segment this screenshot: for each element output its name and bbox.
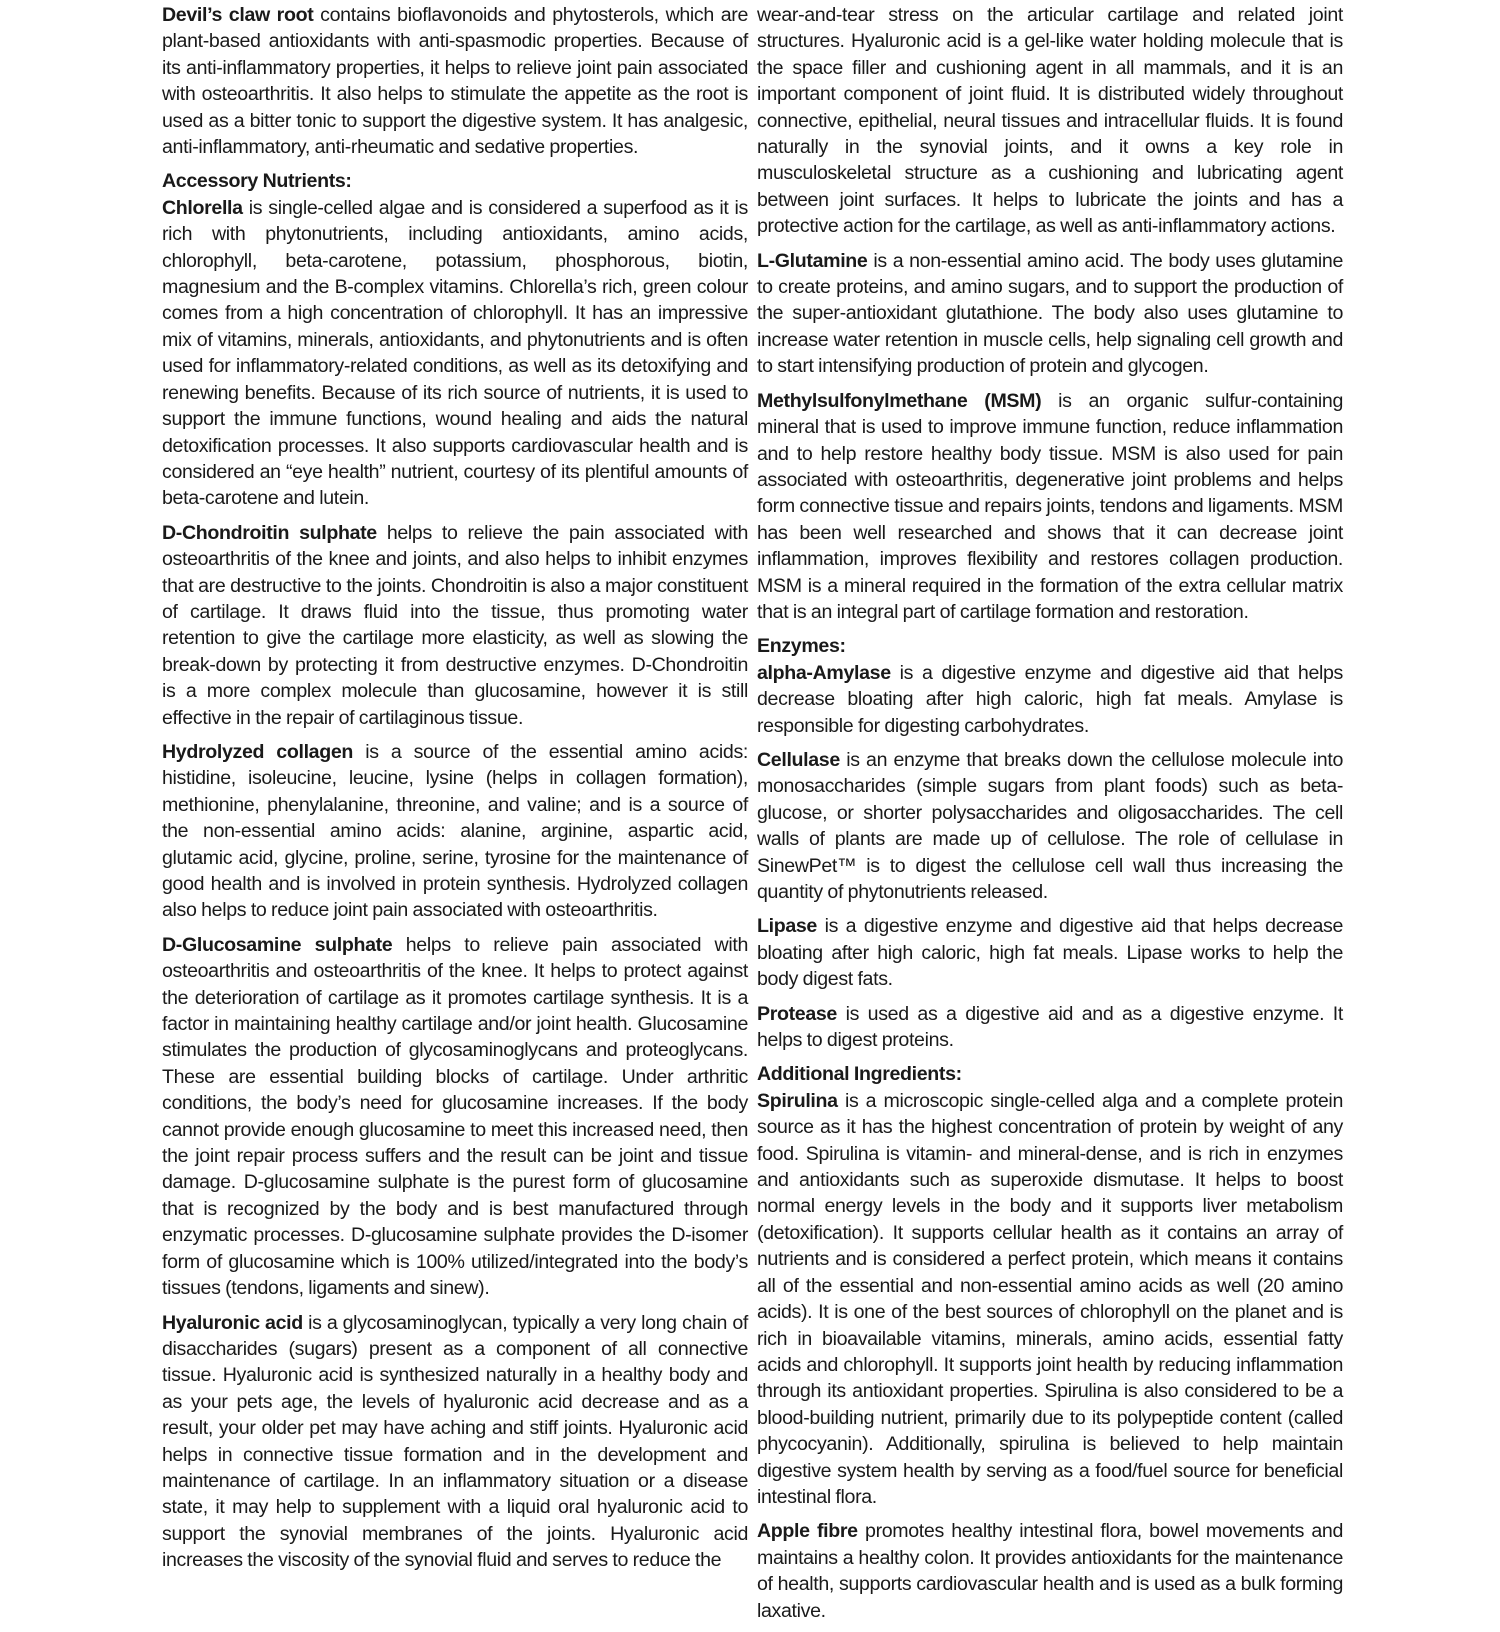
term-label: Chlorella — [162, 196, 243, 219]
paragraph-apple-fibre — [757, 1518, 1343, 1624]
paragraph-hyaluronic-acid — [162, 1310, 748, 1574]
paragraph-spirulina — [757, 1088, 1343, 1511]
paragraph-text: is a digestive enzyme and digestive aid that helps decrease bloating after high caloric, high fat meals. Amylase is responsible for digesting carbohydrates. — [757, 661, 1343, 737]
term-label: Devil’s claw root — [162, 4, 314, 26]
paragraph-text: is a glycosaminoglycan, typically a very long chain of disaccharides (sugars) present as a component of all connective tissue. Hyaluronic acid is synthesized naturally in a healthy body and as your pets age, the levels of hyaluronic acid decrease and as a result, your older pet may have aching and stiff joints. Hyaluronic acid helps in connective tissue formation and in the development and maintenance of cartilage. In an inflammatory situation or a disease state, it may help to supplement with a liquid oral hyaluronic acid to support the synovial membranes of the joints. Hyaluronic acid increases the viscosity of the synovial fluid and serves to reduce the — [162, 1311, 748, 1572]
term-label: Hyaluronic acid — [162, 1311, 303, 1334]
paragraph-msm — [757, 388, 1343, 626]
section-heading-enzymes: Enzymes: — [757, 635, 846, 658]
term-label: alpha-Amylase — [757, 661, 891, 684]
term-label: D-Chondroitin sulphate — [162, 521, 377, 544]
term-label: L-Glutamine — [757, 249, 868, 272]
paragraph-hyaluronic-acid-continued — [757, 2, 1343, 240]
paragraph-text: is a digestive enzyme and digestive aid that helps decrease bloating after high caloric, high fat meals. Lipase works to help the body digest fats. — [757, 915, 1343, 991]
right-column — [757, 2, 1343, 1632]
paragraph-text: is a microscopic single-celled alga and a complete protein source as it has the highest concentration of protein by weight of any food. Spirulina is vitamin- and mineral-dense, and is rich in enzymes and antioxidants such as superoxide dismutase. It helps to boost normal energy levels in the body and it supports liver metabolism (detoxification). It supports cellular health as it contains an array of nutrients and is considered a perfect protein, which means it contains all of the essential and non-essential amino acids as well (20 amino acids). It is one of the best sources of chlorophyll on the planet and is rich in bioavailable vitamins, minerals, amino acids, essential fatty acids and chlorophyll. It supports joint health by reducing inflammation through its antioxidant properties. Spirulina is also considered to be a blood-building nutrient, primarily due to its polypeptide content (called phycocyanin). Additionally, spirulina is believed to help maintain digestive system health by serving as a food/fuel source for beneficial intestinal flora. — [757, 1089, 1343, 1508]
term-label: D-Glucosamine sulphate — [162, 933, 393, 956]
paragraph-text: is a non-essential amino acid. The body uses glutamine to create proteins, and amino sugars, and to support the production of the super-antioxidant glutathione. The body also uses glutamine to increase water retention in muscle cells, help signaling cell growth and to start intensifying production of protein and glycogen. — [757, 249, 1343, 378]
paragraph-text: is an enzyme that breaks down the cellulose molecule into monosaccharides (simple sugars from plant foods) such as beta-glucose, or shorter polysaccharides and oligosaccharides. The cell walls of plants are made up of cellulose. The role of cellulase in SinewPet™ is to digest the cellulose cell wall thus increasing the quantity of phytonutrients released. — [757, 748, 1343, 903]
paragraph-protease — [757, 1001, 1343, 1054]
term-label: Cellulase — [757, 748, 840, 771]
paragraph-devils-claw-root — [162, 2, 748, 160]
paragraph-text: helps to relieve pain associated with osteoarthritis and osteoarthritis of the knee. It helps to protect against the deterioration of cartilage as it promotes cartilage synthesis. It is a factor in maintaining healthy cartilage and/or joint health. Glucosamine stimulates the production of glycosaminoglycans and proteoglycans. These are essential building blocks of cartilage. Under arthritic conditions, the body’s need for glucosamine increases. If the body cannot provide enough glucosamine to meet this increased need, then the joint repair process suffers and the result can be joint and tissue damage. D-glucosamine sulphate is the purest form of glucosamine that is recognized by the body and is best manufactured through enzymatic processes. D-glucosamine sulphate provides the D-isomer form of glucosamine which is 100% utilized/integrated into the body’s tissues (tendons, ligaments and sinew). — [162, 933, 749, 1300]
paragraph-text: is used as a digestive aid and as a digestive enzyme. It helps to digest proteins. — [757, 1002, 1343, 1052]
left-column — [162, 2, 748, 1582]
term-label: Spirulina — [757, 1089, 838, 1112]
paragraph-text: is an organic sulfur-containing mineral that is used to improve immune function, reduce inflammation and to help restore healthy body tissue. MSM is also used for pain associated with osteoarthritis, degenerative joint problems and helps form connective tissue and repairs joints, tendons and ligaments. MSM has been well researched and shows that it can decrease joint inflammation, improves flexibility and restores collagen production. MSM is a mineral required in the formation of the extra cellular matrix that is an integral part of cartilage formation and restoration. — [757, 389, 1343, 623]
term-label: Protease — [757, 1002, 837, 1025]
paragraph-text: wear-and-tear stress on the articular cartilage and related joint structures. Hyaluronic acid is a gel-like water holding molecule that is the space filler and cushioning agent in all mammals, and it is an important component of joint fluid. It is distributed widely throughout connective, epithelial, neural tissues and intracellular fluids. It is found naturally in the synovial joints, and it owns a key role in musculoskeletal structure as a cushioning and lubricating agent between joint surfaces. It helps to lubricate the joints and has a protective action for the cartilage, as well as anti-inflammatory actions. — [757, 4, 1343, 238]
section-heading-additional-ingredients: Additional Ingredients: — [757, 1063, 962, 1086]
paragraph-cellulase — [757, 747, 1343, 905]
paragraph-d-glucosamine-sulphate — [162, 932, 748, 1302]
section-heading-accessory-nutrients: Accessory Nutrients: — [162, 170, 352, 193]
term-label: Methylsulfonylmethane (MSM) — [757, 389, 1042, 412]
paragraph-text: promotes healthy intestinal flora, bowel movements and maintains a healthy colon. It provides antioxidants for the maintenance of health, supports cardiovascular health and is used as a bulk forming laxative. — [757, 1520, 1343, 1622]
term-label: Apple fibre — [757, 1520, 858, 1543]
paragraph-chlorella — [162, 195, 748, 512]
paragraph-text: contains bioflavonoids and phytosterols, which are plant-based antioxidants with anti-spasmodic properties. Because of its anti-inflammatory properties, it helps to relieve joint pain associated with osteoarthritis. It also helps to stimulate the appetite as the root is used as a bitter tonic to support the digestive system. It has analgesic, anti-inflammatory, anti-rheumatic and sedative properties. — [162, 4, 748, 159]
paragraph-text: helps to relieve the pain associated with osteoarthritis of the knee and joints, and also helps to inhibit enzymes that are destructive to the joints. Chondroitin is also a major constituent of cartilage. It draws fluid into the tissue, thus promoting water retention to give the cartilage more elasticity, as well as slowing the break-down by protecting it from destructive enzymes. D-Chondroitin is a more complex molecule than glucosamine, however it is still effective in the repair of cartilaginous tissue. — [162, 521, 749, 729]
paragraph-lipase — [757, 913, 1343, 992]
paragraph-d-chondroitin-sulphate — [162, 520, 748, 731]
paragraph-l-glutamine — [757, 248, 1343, 380]
paragraph-hydrolyzed-collagen — [162, 739, 748, 924]
term-label: Hydrolyzed collagen — [162, 740, 353, 763]
paragraph-text: is single-celled algae and is considered a superfood as it is rich with phytonutrients, including antioxidants, amino acids, chlorophyll, beta-carotene, potassium, phosphorous, biotin, magnesium and the B-complex vitamins. Chlorella’s rich, green colour comes from a high concentration of chlorophyll. It has an impressive mix of vitamins, minerals, antioxidants, and phytonutrients and is often used for inflammatory-related conditions, as well as its detoxifying and renewing benefits. Because of its rich source of nutrients, it is used to support the immune functions, wound healing and aids the natural detoxification processes. It also supports cardiovascular health and is considered an “eye health” nutrient, courtesy of its plentiful amounts of beta-carotene and lutein. — [162, 196, 748, 510]
paragraph-text: is a source of the essential amino acids: histidine, isoleucine, leucine, lysine (helps in collagen formation), methionine, phenylalanine, threonine, and valine; and is a source of the non-essential amino acids: alanine, arginine, aspartic acid, glutamic acid, glycine, proline, serine, tyrosine for the maintenance of good health and is involved in protein synthesis. Hydrolyzed collagen also helps to reduce joint pain associated with osteoarthritis. — [162, 740, 748, 922]
term-label: Lipase — [757, 915, 817, 938]
paragraph-alpha-amylase — [757, 660, 1343, 739]
